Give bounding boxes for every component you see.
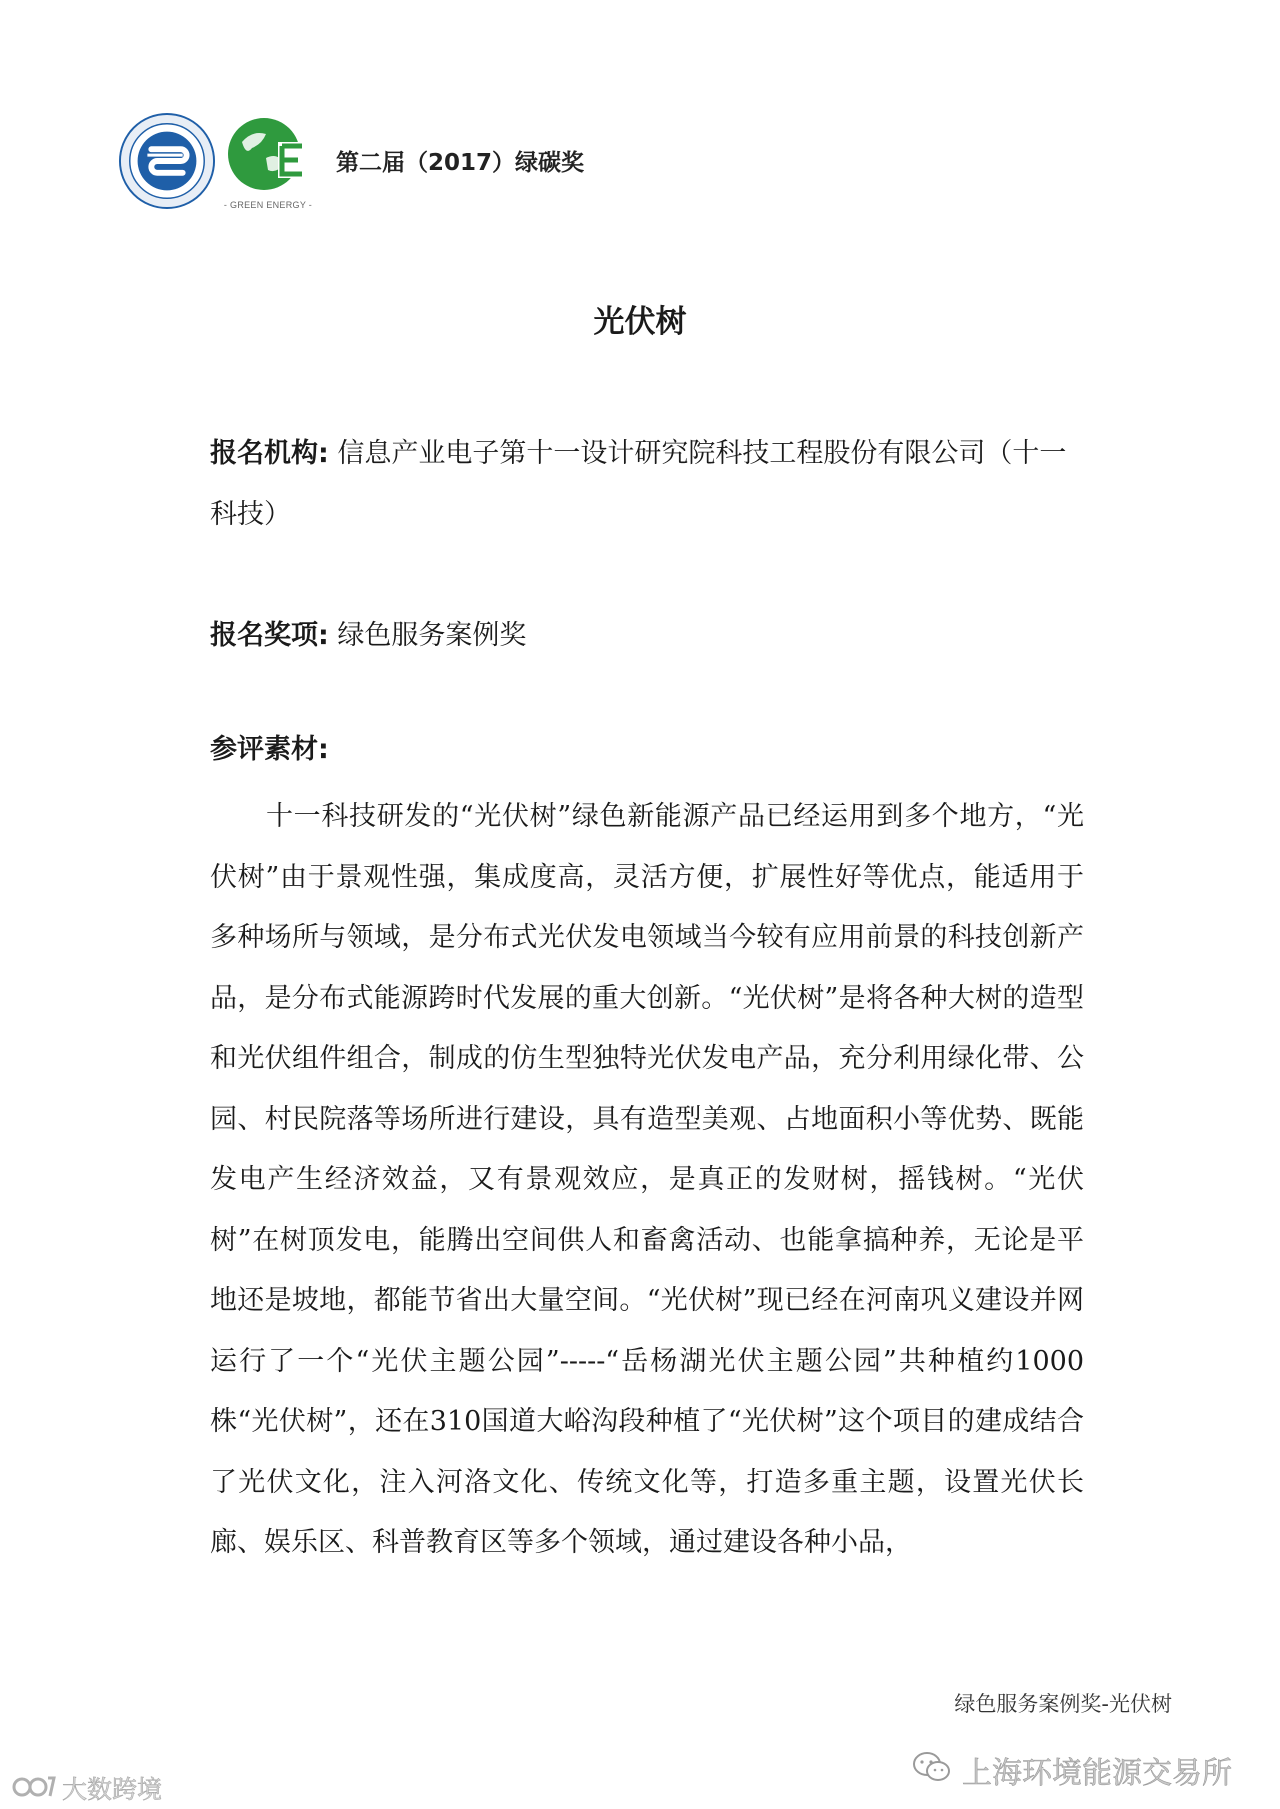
- award-label: 报名奖项:: [210, 620, 329, 651]
- page-title: 光伏树: [593, 304, 687, 340]
- org-value: 信息产业电子第十一设计研究院科技工程股份有限公司（十一科技）: [210, 438, 1067, 530]
- corner-watermark: [12, 1770, 182, 1806]
- award-value: 绿色服务案例奖: [337, 620, 527, 651]
- award-field: [210, 605, 1090, 666]
- dashuju-logo-icon: [12, 1772, 58, 1802]
- org-label: 报名机构:: [210, 438, 329, 469]
- green-energy-logo: [222, 112, 314, 220]
- document-header: [118, 112, 718, 222]
- footer-caption: 绿色服务案例奖-光伏树: [954, 1692, 1172, 1716]
- award-name: 第二届（2017）绿碳奖: [336, 150, 585, 176]
- watermark-text: 上海环境能源交易所: [962, 1756, 1232, 1791]
- materials-label: 参评素材:: [210, 734, 329, 765]
- corner-watermark-text: 大数跨境: [62, 1775, 163, 1804]
- exchange-seal-icon: [118, 112, 216, 210]
- green-energy-globe-icon: [222, 112, 314, 198]
- wechat-icon: [912, 1750, 952, 1784]
- logo-caption: - GREEN ENERGY -: [223, 200, 313, 210]
- org-field: [210, 423, 1090, 545]
- body-paragraph: 十一科技研发的“光伏树”绿色新能源产品已经运用到多个地方，“光伏树”由于景观性强，集成度高，灵活方便，扩展性好等优点，能适用于多种场所与领域，是分布式光伏发电领域当今较有应用前景的科技创新产品，是分布式能源跨时代发展的重大创新。“光伏树”是将各种大树的造型和光伏组件组合，制成的仿生型独特光伏发电产品，充分利用绿化带、公园、村民院落等场所进行建设，具有造型美观、占地面积小等优势、既能发电产生经济效益，又有景观效应，是真正的发财树，摇钱树。“光伏树”在树顶发电，能腾出空间供人和畜禽活动、也能拿搞种养，无论是平地还是坡地，都能节省出大量空间。“光伏树”现已经在河南巩义建设并网运行了一个“光伏主题公园”-----“岳杨湖光伏主题公园”共种植约1000株“光伏树”，还在310国道大峪沟段种植了“光伏树”这个项目的建成结合了光伏文化，注入河洛文化、传统文化等，打造多重主题，设置光伏长廊、娱乐区、科普教育区等多个领域，通过建设各种小品，: [210, 801, 1084, 1558]
- source-watermark: [912, 1746, 1252, 1790]
